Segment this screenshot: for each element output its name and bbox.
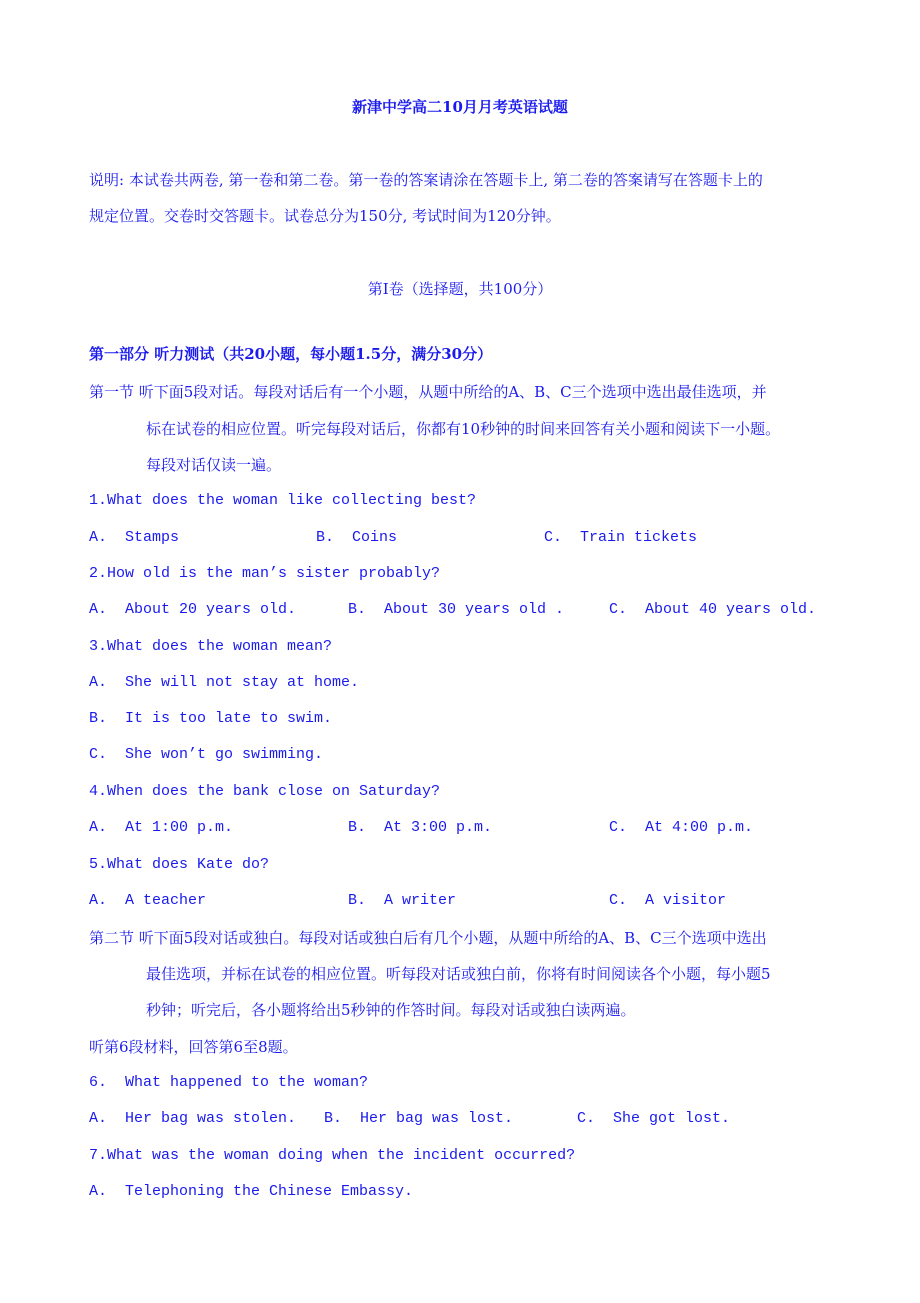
section2-line-1: 第二节 听下面5段对话或独白。每段对话或独白后有几个小题，从题中所给的A、B、C三个选项中选出 [89,929,767,947]
question-6-option-b: B. Her bag was lost. [324,1110,514,1127]
question-3-option-b: B. It is too late to swim. [89,710,333,727]
instructions-line-2: 规定位置。交卷时交答题卡。试卷总分为150分, 考试时间为120分钟。 [89,207,561,225]
question-5-option-c: C. A visitor [609,892,727,909]
question-2-stem: 2.How old is the man’s sister probably? [89,565,441,582]
part1-heading: 第一部分 听力测试（共20小题，每小题1.5分，满分30分） [89,345,493,363]
volume-heading: 第Ⅰ卷（选择题，共100分） [367,280,553,298]
section1-line-3: 每段对话仅读一遍。 [146,456,282,474]
instructions-line-1: 说明: 本试卷共两卷, 第一卷和第二卷。第一卷的答案请涂在答题卡上, 第二卷的答案请写在答题卡上的 [89,171,763,189]
question-5-stem: 5.What does Kate do? [89,856,270,873]
question-1-option-c: C. Train tickets [544,529,698,546]
question-4-option-b: B. At 3:00 p.m. [348,819,493,836]
question-6-stem: 6. What happened to the woman? [89,1074,369,1091]
question-4-option-c: C. At 4:00 p.m. [609,819,754,836]
question-3-stem: 3.What does the woman mean? [89,638,333,655]
question-4-stem: 4.When does the bank close on Saturday? [89,783,441,800]
question-7-stem: 7.What was the woman doing when the incident occurred? [89,1147,576,1164]
question-2-option-a: A. About 20 years old. [89,601,297,618]
question-1-option-b: B. Coins [316,529,398,546]
section1-line-2: 标在试卷的相应位置。听完每段对话后，你都有10秒钟的时间来回答有关小题和阅读下一小题。 [146,420,781,438]
question-1-option-a: A. Stamps [89,529,180,546]
question-5-option-a: A. A teacher [89,892,207,909]
section2-line-2: 最佳选项，并标在试卷的相应位置。听每段对话或独白前，你将有时间阅读各个小题，每小题5 [146,965,771,983]
question-4-option-a: A. At 1:00 p.m. [89,819,234,836]
question-1-stem: 1.What does the woman like collecting best? [89,492,477,509]
question-3-option-c: C. She won’t go swimming. [89,746,324,763]
question-3-option-a: A. She will not stay at home. [89,674,360,691]
material-6-instruction: 听第6段材料，回答第6至8题。 [89,1038,298,1056]
exam-title: 新津中学高二10月月考英语试题 [352,98,568,116]
question-2-option-c: C. About 40 years old. [609,601,817,618]
section2-line-3: 秒钟；听完后，各小题将给出5秒钟的作答时间。每段对话或独白读两遍。 [146,1001,636,1019]
question-5-option-b: B. A writer [348,892,457,909]
question-6-option-c: C. She got lost. [577,1110,731,1127]
question-7-option-a: A. Telephoning the Chinese Embassy. [89,1183,414,1200]
question-2-option-b: B. About 30 years old . [348,601,565,618]
question-6-option-a: A. Her bag was stolen. [89,1110,297,1127]
section1-line-1: 第一节 听下面5段对话。每段对话后有一个小题，从题中所给的A、B、C三个选项中选出最佳选项，并 [89,383,767,401]
